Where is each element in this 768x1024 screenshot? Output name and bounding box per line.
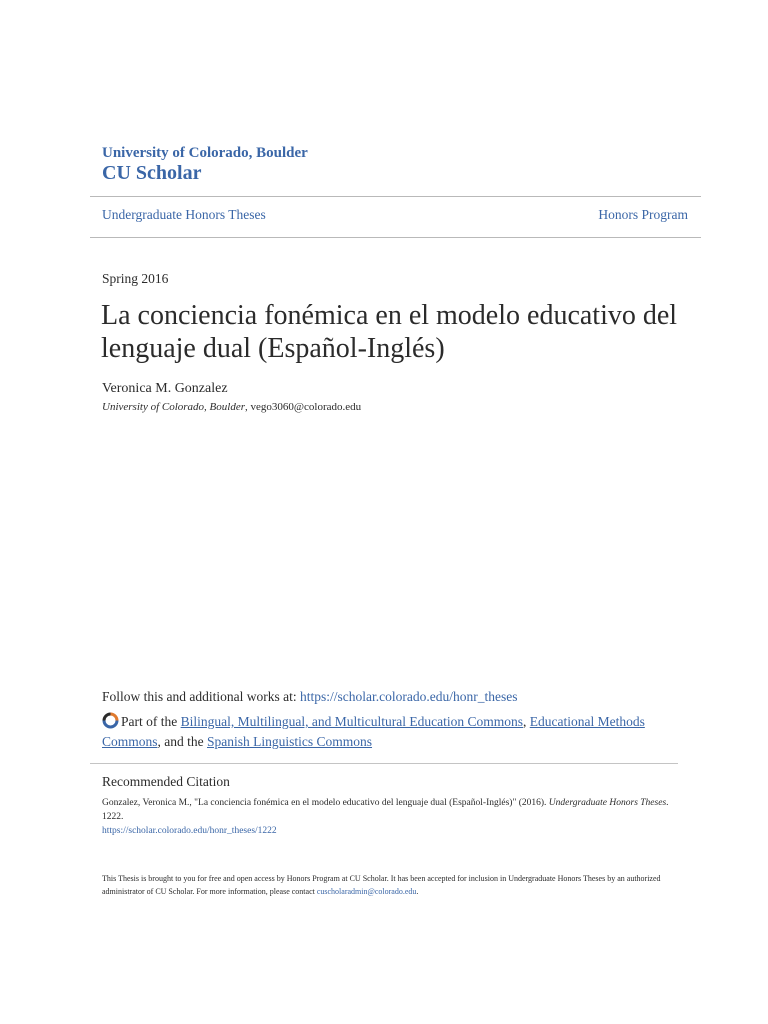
contact-email-link[interactable]: cuscholaradmin@colorado.edu xyxy=(316,887,417,896)
disclaimer-end: . xyxy=(416,887,419,896)
follow-line xyxy=(102,689,517,705)
citation-text xyxy=(102,796,692,838)
citation-series: Undergraduate Honors Theses xyxy=(548,798,667,808)
commons-icon xyxy=(102,712,119,729)
follow-url-link[interactable]: https://scholar.colorado.edu/honr_theses xyxy=(300,689,518,704)
author-name: Veronica M. Gonzalez xyxy=(102,381,228,396)
disclaimer-text: This Thesis is brought to you for free and open access by Honors Program at CU Scholar. It has been accepted for inclusion in Undergraduate Honors Theses by an authorized administrator of CU Scholar. For more information, please contact xyxy=(102,874,661,896)
repository-name[interactable]: CU Scholar xyxy=(102,162,202,184)
citation-prefix: Gonzalez, Veronica M., "La conciencia fonémica en el modelo educativo del lenguaje dual (Español-Inglés)" (2016). xyxy=(102,798,549,808)
part-of-prefix: Part of the xyxy=(121,714,181,729)
part-of-line xyxy=(102,712,692,751)
nav-divider xyxy=(90,237,701,238)
author-affiliation xyxy=(102,401,361,413)
citation-divider xyxy=(90,763,678,764)
affiliation-name: University of Colorado, Boulder xyxy=(102,401,245,413)
program-link[interactable]: Honors Program xyxy=(598,207,688,222)
citation-url-link[interactable]: https://scholar.colorado.edu/honr_theses/1222 xyxy=(102,826,277,836)
publication-date: Spring 2016 xyxy=(102,271,169,286)
commons-link-spanish-linguistics[interactable]: Spanish Linguistics Commons xyxy=(207,733,373,749)
commons-link-bilingual[interactable]: Bilingual, Multilingual, and Multicultural Education Commons xyxy=(180,714,523,729)
access-disclaimer xyxy=(102,872,692,898)
commons-separator-and: , and the xyxy=(157,733,208,749)
citation-heading: Recommended Citation xyxy=(102,774,230,789)
institution-name: University of Colorado, Boulder xyxy=(102,145,308,161)
citation-suffix: . 1222. xyxy=(102,798,669,822)
commons-link-educational-methods[interactable]: Educational Methods Commons xyxy=(102,714,645,749)
top-divider xyxy=(90,196,701,197)
commons-separator: , xyxy=(522,714,530,729)
series-link[interactable]: Undergraduate Honors Theses xyxy=(102,207,266,222)
follow-prefix: Follow this and additional works at: xyxy=(102,689,300,704)
document-title: La conciencia fonémica en el modelo educativo del lenguaje dual (Español-Inglés) xyxy=(101,300,678,364)
author-email: , vego3060@colorado.edu xyxy=(245,401,362,413)
